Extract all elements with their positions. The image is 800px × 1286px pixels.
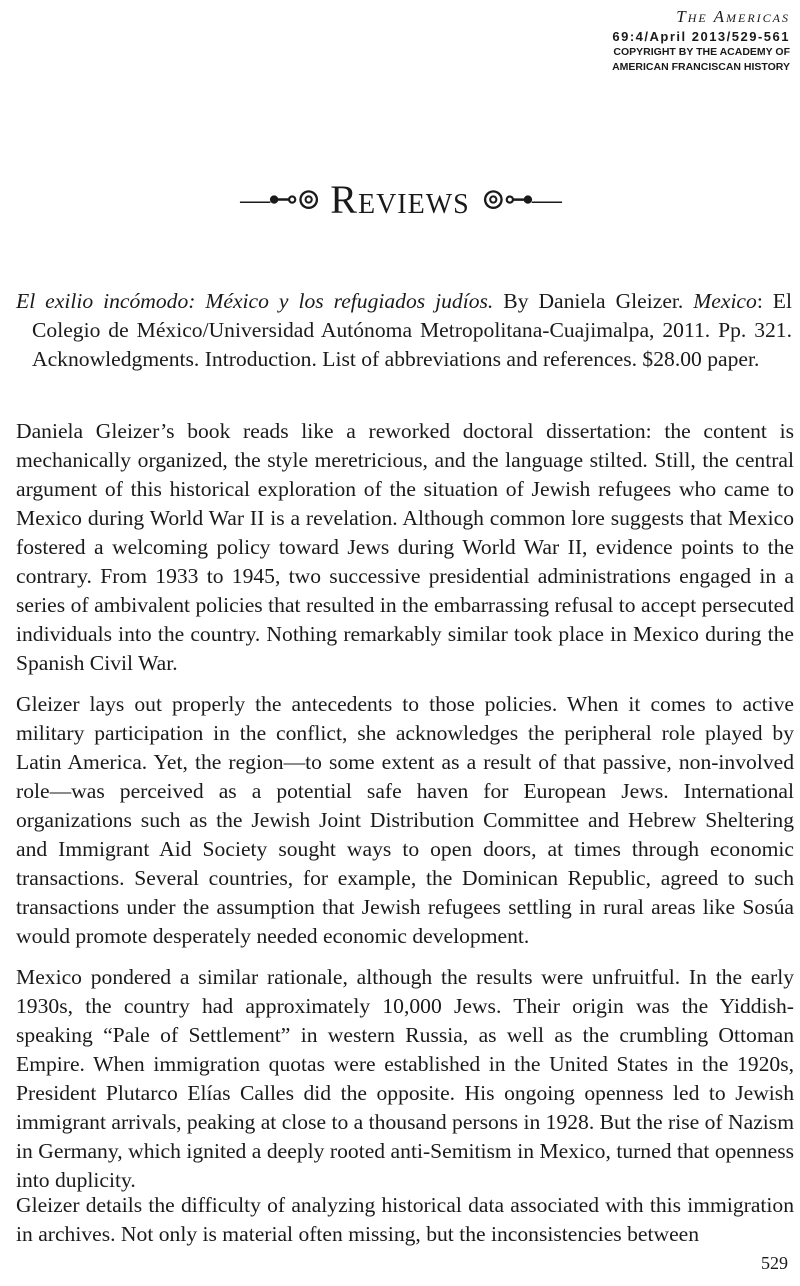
ornament-left-icon: —⊷⊚ xyxy=(240,183,320,216)
section-heading xyxy=(0,176,800,224)
review-paragraph: Gleizer details the difficulty of analyzing historical data associated with this immigration in archives. Not only is material often missing, but the inconsistencies between xyxy=(16,1193,794,1246)
page-number: 529 xyxy=(761,1253,788,1273)
publication-details: : El Colegio de México/Universidad Autónoma Metropolitana-Cuajimalpa, 2011. Pp. 321. Acknowledgments. Introduction. List of abbreviations and references. $28.00 paper. xyxy=(32,289,792,371)
journal-title: The Americas xyxy=(676,7,790,26)
ornament-right-icon: ⊚⊶— xyxy=(480,183,560,216)
section-title: Reviews xyxy=(330,177,470,222)
running-head xyxy=(612,6,790,75)
review-paragraph: Mexico pondered a similar rationale, although the results were unfruitful. In the early 1930s, the country had approximately 10,000 Jews. Their origin was the Yiddish-speaking “Pale of Settlement” in western Russia, as well as the crumbling Ottoman Empire. When immigration quotas were established in the United States in the 1920s, President Plutarco Elías Calles did the opposite. His ongoing openness led to Jewish immigrant arrivals, peaking at close to a thousand persons in 1928. But the rise of Nazism in Germany, which ignited a deeply rooted anti-Semitism in Mexico, turned that openness into duplicity. xyxy=(16,965,794,1192)
book-title: El exilio incómodo: México y los refugiados judíos. xyxy=(16,289,494,313)
copyright-line-2: AMERICAN FRANCISCAN HISTORY xyxy=(612,61,790,73)
book-author: By Daniela Gleizer. xyxy=(503,289,684,313)
book-citation xyxy=(16,287,792,374)
journal-issue: 69:4/April 2013/529-561 xyxy=(612,29,790,44)
publication-place: Mexico xyxy=(693,289,757,313)
review-paragraph: Gleizer lays out properly the antecedents to those policies. When it comes to active military participation in the conflict, she acknowledges the peripheral role played by Latin America. Yet, the region—to some extent as a result of that passive, non-involved role—was perceived as a potential safe haven for European Jews. International organizations such as the Jewish Joint Distribution Committee and Hebrew Sheltering and Immigrant Aid Society sought ways to open doors, at times through economic transactions. Several countries, for example, the Dominican Republic, agreed to such transactions under the assumption that Jewish refugees settling in rural areas like Sosúa would promote desperately needed economic development. xyxy=(16,692,794,948)
copyright-line-1: COPYRIGHT BY THE ACADEMY OF xyxy=(613,46,790,58)
review-paragraph: Daniela Gleizer’s book reads like a reworked doctoral dissertation: the content is mechanically organized, the style meretricious, and the language stilted. Still, the central argument of this historical exploration of the situation of Jewish refugees who came to Mexico during World War II is a revelation. Although common lore suggests that Mexico fostered a welcoming policy toward Jews during World War II, evidence points to the contrary. From 1933 to 1945, two successive presidential administrations engaged in a series of ambivalent policies that resulted in the embarrassing refusal to accept persecuted individuals into the country. Nothing remarkably similar took place in Mexico during the Spanish Civil War. xyxy=(16,419,794,675)
